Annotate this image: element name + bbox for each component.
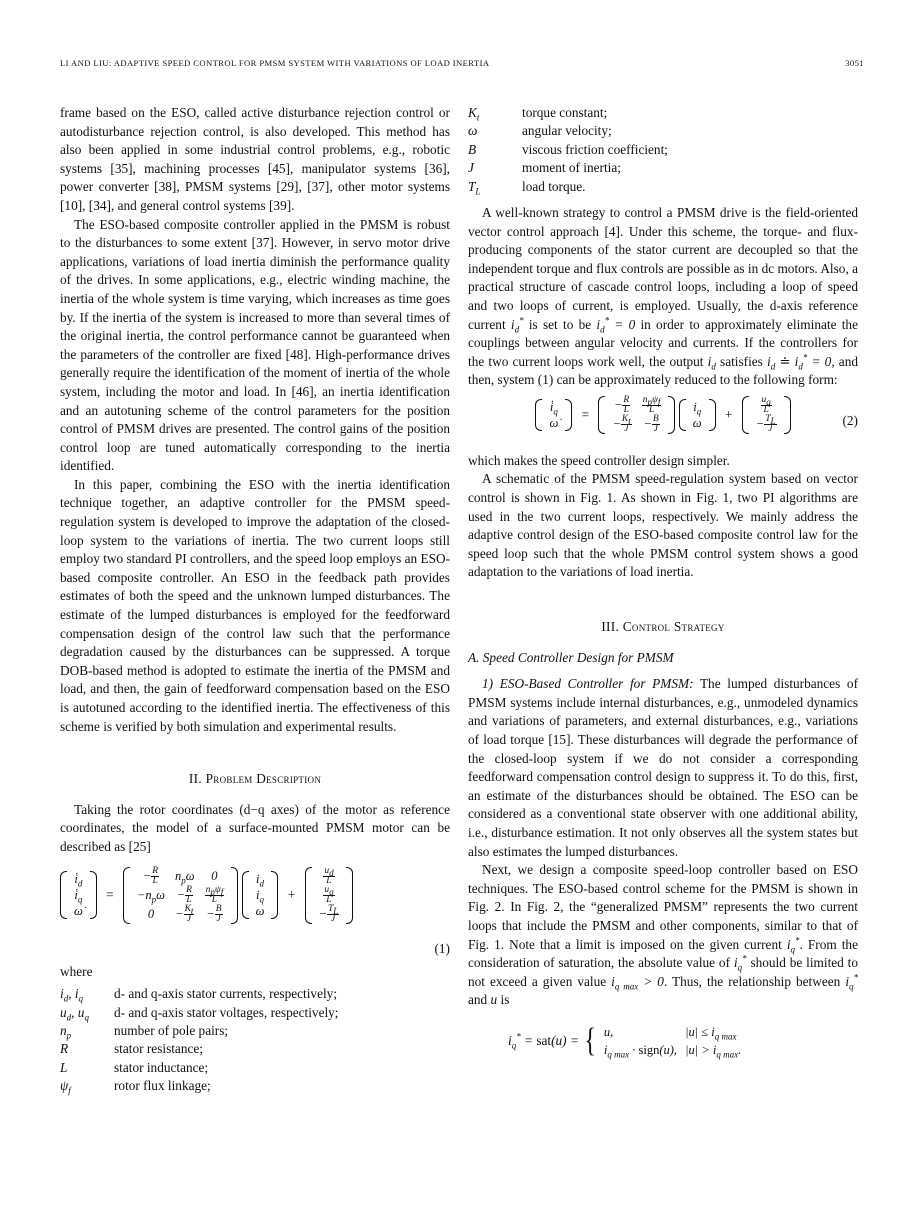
- eq1-lhs-vector: $i̇_d$ $i̇_q$ ω̇: [60, 871, 97, 919]
- nomenclature-row: ω angular velocity;: [468, 123, 612, 139]
- section-2-heading: [60, 770, 450, 789]
- nomenclature-row: $T_L$ load torque.: [468, 178, 586, 197]
- nomenclature-list-left: [60, 985, 450, 1095]
- eq2-system-matrix: − $\frac{R}{L}$ $\frac{n_p\psi_f}{L}$ − $\frac{K_t}{J}$ − $\frac{B}{J}$: [598, 396, 675, 434]
- paragraph-4: Taking the rotor coordinates (d−q axes) of the motor as reference coordinates, the model of a surface-mounted PMSM motor can be described as [25]: [60, 801, 450, 854]
- nomenclature-row: $K_t$ torque constant;: [468, 105, 608, 123]
- section-2-title: Problem Description: [205, 771, 322, 787]
- running-header: [60, 58, 864, 72]
- eq1-system-matrix: − $\frac{R}{L}$ $n_p\omega$ 0 $-n_p\omega$ − $\frac{R}{L}$ $\frac{n_p\psi_f}{L}$ 0 − $\frac{K_t}{J}$ − $\frac{B}{J}$: [123, 867, 238, 924]
- subsection-a-heading: A. Speed Controller Design for PMSM: [468, 649, 674, 665]
- right-column: [468, 104, 858, 1060]
- nomenclature-list-right: [468, 104, 858, 196]
- paragraph-9: Next, we design a composite speed-loop controller based on ESO techniques. The ESO-based control scheme for the PMSM is shown in Fig. 2. In Fig. 2, the “generalized PMSM” represents the two current loops that include the PMSM and other components, similar to that of Fig. 1. Note that a limit is imposed on the given current $i_q^*$. From the consideration of saturation, the absolute value of $i_q^*$ should be limited to not exceed a given value $i_{q max} > 0$. Thus, the relationship between $i_q^*$ and u is: [468, 862, 859, 1008]
- paragraph-7: A schematic of the PMSM speed-regulation system based on vector control is shown in Fig. 1. As shown in Fig. 1, two PI algorithms are used in the two current loops, respectively. We mainly address the adaptive control design of the ESO-based composite control law for the speed loop such that the whole PMSM control system shows a good adaptation to the variations of load inertia.: [468, 471, 858, 580]
- nomenclature-row: $u_d$, $u_q$ d- and q-axis stator voltages, respectively;: [60, 1004, 339, 1023]
- nomenclature-row: $i_d$, $i_q$ d- and q-axis stator currents, respectively;: [60, 986, 338, 1004]
- section-3-heading: [468, 618, 858, 637]
- equation-2-number: (2): [842, 412, 858, 428]
- equation-1-number: (1): [434, 940, 450, 956]
- nomenclature-row: R stator resistance;: [60, 1041, 203, 1057]
- left-column: [60, 104, 450, 1096]
- where-label: where: [60, 963, 93, 979]
- equation-1: $i̇_d$ $i̇_q$ ω̇ = − $\frac{R}{L}$ $n_p\omega$ 0 $-n_p\omega$ − $\frac{R}{L}$ $\frac{n_p\psi_f}{L}$ 0 − $\frac{K_t}{J}$ − $\frac{B}{J}$ $i_d$ $i_q$ ω + $\frac{u_d}{L}$ $\frac{u_q}{L}$ − $\frac{T_L}{J}$ (1): [60, 867, 450, 959]
- paragraph-3: In this paper, combining the ESO with the inertia identification technique together, an adaptive controller for the PMSM speed-regulation system is developed to improve the adaptation of the closed-loop system to the variations of inertia. The two current loops still employ two standard PI controllers, and the speed loop employs an ESO-based composite controller. An ESO in the feedback path provides estimates of both the speed and the unknown lumped disturbances. The estimate of the lumped disturbances is employed for the feedforward compensation design of the control law such that the performance degradation caused by the disturbances can be suppressed. A torque DOB-based method is adopted to estimate the inertia of the PMSM and load, and then, the gain of feedforward compensation based on the ESO is autotuned according to the identified inertia. The effectiveness of this scheme is verified by both simulation and experimental results.: [60, 476, 450, 734]
- nomenclature-row: L stator inductance;: [60, 1059, 209, 1075]
- eq2-state-vector: $i_q$ ω: [679, 399, 716, 431]
- nomenclature-row: B viscous friction coefficient;: [468, 141, 668, 157]
- section-2-number: II.: [188, 771, 202, 787]
- nomenclature-row: $\psi_f$ rotor flux linkage;: [60, 1078, 211, 1096]
- running-title: LI AND LIU: ADAPTIVE SPEED CONTROL FOR PMSM SYSTEM WITH VARIATIONS OF LOAD INERTIA: [60, 58, 490, 68]
- nomenclature-row: J moment of inertia;: [468, 160, 621, 176]
- paragraph-8: 1) ESO-Based Controller for PMSM: The lumped disturbances of PMSM systems include internal disturbances, e.g., unmodeled dynamics and variations of parameters, and external disturbances, e.g., variations of load torque [15]. These disturbances will degrade the performance of the closed-loop system if we do not consider a corresponding feedforward compensation control design to suppress it. To do this, first, an estimate of the disturbances should be obtained. The ESO can be considered as a conventional state observer with one additional ability, i.e., disturbance estimation. It not only observes all the system states but also estimates the lumped disturbances.: [468, 676, 858, 859]
- eq2-lhs-vector: $i̇_q$ ω̇: [535, 399, 572, 431]
- section-3-title: Control Strategy: [622, 619, 725, 635]
- subsubsection-1-heading: 1) ESO-Based Controller for PMSM:: [482, 676, 694, 692]
- paragraph-2: The ESO-based composite controller applied in the PMSM is robust to the disturbances to some extent [37]. However, in servo motor drive applications, variations of load inertia diminish the performance quality of the drives. In some applications, e.g., electric winding machine, the inertia of the whole system is time varying, which increases as time goes by. If the inertia of the system is increased to more than several times of the original inertia, the control performance cannot be guaranteed when the parameters of the controller are fixed [48]. High-performance drives generally require the identification of the moment of inertia of the whole system, including the motor and load. In [46], an inertia identification and an autotuning scheme of the control parameters for the position control of PMSM drives are presented. The control gains of the position control loop are tuned automatically corresponding to the inertia identified.: [60, 216, 450, 474]
- paragraph-1: frame based on the ESO, called active disturbance rejection control or autodisturbance rejection control, is also developed. This method has also been applied in some industrial control problems, e.g., robotic systems [35], machining processes [45], manipulator systems [36], power converter [38], PMSM systems [29], [37], other motor systems [10], [34], and general control systems [39].: [60, 105, 450, 213]
- nomenclature-row: $n_p$ number of pole pairs;: [60, 1022, 229, 1041]
- saturation-equation: $i_q^* = sat(u)$ = { u, $|u| \le i_{q max}$ $i_{q max}$ · sign(u), $|u| > i_{q max}$.: [508, 1021, 742, 1060]
- equation-2: $i̇_q$ ω̇ = − $\frac{R}{L}$ $\frac{n_p\psi_f}{L}$ − $\frac{K_t}{J}$ − $\frac{B}{J}$ $i_q$ ω + $\frac{u_q}{L}$ − $\frac{T_L}{J}$ (2): [468, 396, 858, 446]
- paragraph-6: which makes the speed controller design simpler.: [468, 452, 730, 468]
- page-number: 3051: [845, 58, 864, 68]
- paragraph-5: A well-known strategy to control a PMSM drive is the field-oriented vector control approach [4]. Under this scheme, the torque- and flux-producing components of the stator current are decoupled so that the independent torque and flux controls are possible as in dc motors. Also, a practical structure of cascade control loops, including a loop of speed and two loops of current, is employed. Usually, the d-axis reference current $i_d^*$ is set to be $i_d^* = 0$ in order to approximately eliminate the couplings between angular velocity and currents. If the controllers for the two current loops work well, the output $i_d$ satisfies $i_d$ ≐ $i_d^* = 0$, and then, system (1) can be approximately reduced to the following form:: [468, 204, 858, 388]
- section-3-number: III.: [601, 619, 620, 635]
- eq1-input-vector: $\frac{u_d}{L}$ $\frac{u_q}{L}$ − $\frac{T_L}{J}$: [305, 867, 354, 924]
- eq1-state-vector: $i_d$ $i_q$ ω: [242, 871, 279, 919]
- eq2-input-vector: $\frac{u_q}{L}$ − $\frac{T_L}{J}$: [742, 396, 791, 434]
